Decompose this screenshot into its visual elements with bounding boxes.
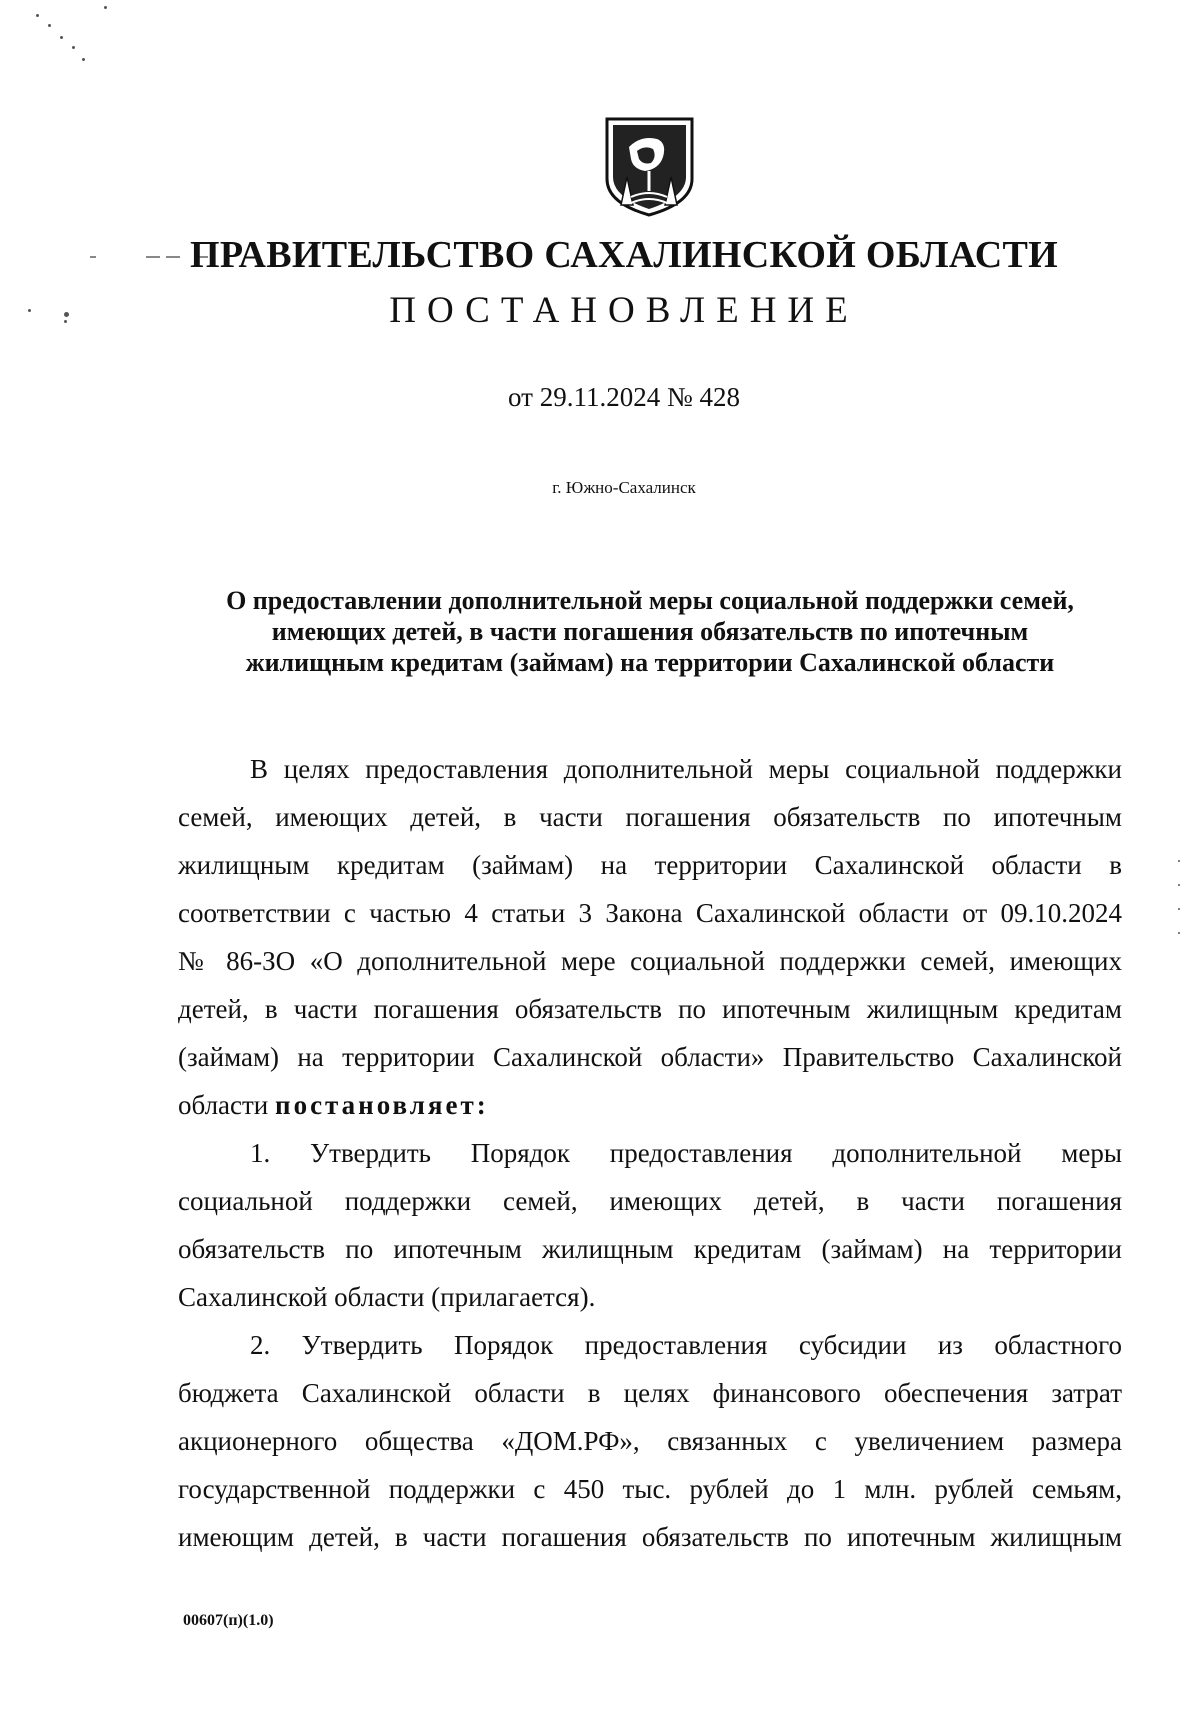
item-2-paragraph xyxy=(178,1321,1122,1561)
body-line: акционерного общества «ДОМ.РФ», связанных с увеличением размера xyxy=(178,1426,1122,1456)
body-line: № 86-ЗО «О дополнительной мере социальной поддержки семей, имеющих xyxy=(178,946,1122,976)
preamble-end: области xyxy=(178,1090,276,1120)
subject-line: жилищным кредитам (займам) на территории Сахалинской области xyxy=(245,648,1055,677)
document-type: ПОСТАНОВЛЕНИЕ xyxy=(389,290,859,331)
body-line: В целях предоставления дополнительной меры социальной поддержки xyxy=(250,754,1122,784)
document-body xyxy=(178,745,1122,1561)
document-subject xyxy=(170,585,1130,678)
body-line: детей, в части погашения обязательств по ипотечным жилищным кредитам xyxy=(178,994,1122,1024)
body-line: имеющим детей, в части погашения обязательств по ипотечным жилищным xyxy=(178,1522,1122,1552)
body-line: семей, имеющих детей, в части погашения обязательств по ипотечным xyxy=(178,802,1122,832)
subject-line: имеющих детей, в части погашения обязательств по ипотечным xyxy=(271,617,1029,646)
form-code: 00607(п)(1.0) xyxy=(183,1612,274,1629)
body-line xyxy=(178,1081,1122,1129)
document-place: г. Южно-Сахалинск xyxy=(552,478,696,497)
government-title: ПРАВИТЕЛЬСТВО САХАЛИНСКОЙ ОБЛАСТИ xyxy=(190,234,1058,276)
document-date-number: от 29.11.2024 № 428 xyxy=(508,382,740,412)
body-line: бюджета Сахалинской области в целях финансового обеспечения затрат xyxy=(178,1378,1122,1408)
subject-line: О предоставлении дополнительной меры социальной поддержки семей, xyxy=(226,586,1074,615)
body-line: обязательств по ипотечным жилищным кредитам (займам) на территории xyxy=(178,1234,1122,1264)
body-line: 2. Утвердить Порядок предоставления субсидии из областного xyxy=(250,1330,1122,1360)
body-line: (займам) на территории Сахалинской области» Правительство Сахалинской xyxy=(178,1042,1122,1072)
body-line: соответствии с частью 4 статьи 3 Закона Сахалинской области от 09.10.2024 xyxy=(178,898,1122,928)
item-1-paragraph xyxy=(178,1129,1122,1321)
coat-of-arms-icon xyxy=(601,117,698,217)
body-line: государственной поддержки с 450 тыс. рублей до 1 млн. рублей семьям, xyxy=(178,1474,1122,1504)
decree-word: постановляет: xyxy=(275,1090,489,1120)
preamble-paragraph xyxy=(178,745,1122,1129)
body-line: Сахалинской области (прилагается). xyxy=(178,1282,596,1312)
body-line: социальной поддержки семей, имеющих детей, в части погашения xyxy=(178,1186,1122,1216)
body-line: 1. Утвердить Порядок предоставления дополнительной меры xyxy=(250,1138,1122,1168)
body-line: жилищным кредитам (займам) на территории Сахалинской области в xyxy=(178,850,1122,880)
